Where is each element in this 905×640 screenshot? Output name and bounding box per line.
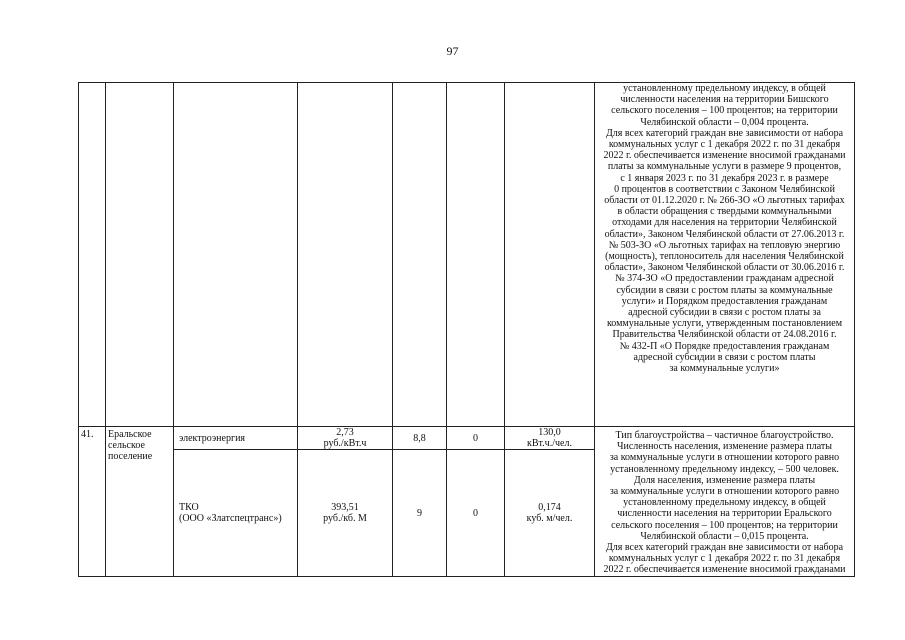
description-line: адресной субсидии в связи с ростом платы: [633, 351, 816, 363]
description-line: № 503-ЗО «О льготных тарифах на тепловую энергию: [608, 239, 841, 251]
description-line: Челябинской области – 0,015 процента.: [640, 530, 809, 542]
description-line: области», Законом Челябинской области от 30.06.2016 г.: [604, 262, 845, 274]
description-line: 2022 г. обеспечивается изменение вносимой гражданами: [603, 150, 846, 162]
service-tariff: 393,51 руб./кб. М: [298, 450, 393, 577]
cell-empty: [298, 83, 393, 427]
description-line: Челябинской области – 0,004 процента.: [640, 116, 809, 128]
cell-empty: [174, 83, 298, 427]
description-line: адресной субсидии в связи с ростом платы за: [628, 307, 821, 319]
description-line: (мощность), теплоноситель для населения Челябинской: [605, 251, 844, 263]
description-line: установленному предельному индексу, в общей: [623, 83, 826, 94]
description-line: области от 01.12.2020 г. № 266-ЗО «О льготных тарифах: [604, 195, 845, 207]
description-line: за коммунальные услуги в отношении которого равно: [609, 486, 840, 498]
cell-empty: [106, 83, 174, 427]
service-volume: 0,174 куб. м/чел.: [505, 450, 595, 577]
cell-empty: [447, 83, 505, 427]
description-line: отходами для населения на территории Челябинской: [612, 217, 837, 229]
service-index: 9: [393, 450, 447, 577]
description-cell: [595, 83, 855, 427]
description-line: установленному предельному индексу, в общей: [623, 497, 826, 509]
cell-empty: [393, 83, 447, 427]
description-line: коммунальных услуг с 1 декабря 2022 г. по 31 декабря: [608, 553, 841, 565]
description-line: № 374-ЗО «О предоставлении гражданам адресной: [615, 273, 834, 285]
description-line: Для всех категорий граждан вне зависимости от набора: [605, 542, 844, 554]
description-line: за коммунальные услуги в отношении которого равно: [609, 452, 840, 464]
description-line: 0 процентов в соответствии с Законом Челябинской: [614, 183, 835, 195]
service-name: электроэнергия: [174, 427, 298, 450]
description-line: Доля населения, изменение размера платы: [633, 474, 816, 486]
description-text: [595, 83, 854, 374]
description-line: за коммунальные услуги»: [669, 363, 780, 375]
tariff-table: [78, 82, 855, 577]
description-line: сельского поселения – 100 процентов; на территории: [611, 519, 838, 531]
description-text: [595, 430, 854, 576]
description-line: коммунальных услуг с 1 декабря 2022 г. по 31 декабря: [608, 139, 841, 151]
settlement-name: Еральское сельское поселение: [106, 427, 174, 577]
description-line: Для всех категорий граждан вне зависимости от набора: [605, 127, 844, 139]
description-line: 2022 г. обеспечивается изменение вносимой гражданами: [603, 564, 846, 576]
description-line: в области обращения с твердыми коммунальными: [617, 206, 832, 218]
service-col5: 0: [447, 427, 505, 450]
service-col5: 0: [447, 450, 505, 577]
description-line: Тип благоустройства – частичное благоустройство.: [615, 430, 834, 441]
cell-empty: [505, 83, 595, 427]
row-number: 41.: [79, 427, 106, 577]
description-line: с 1 января 2023 г. по 31 декабря 2023 г. в размере: [620, 172, 829, 184]
page-number: 97: [446, 44, 459, 58]
service-name: ТКО (ООО «Златспецтранс»): [174, 450, 298, 577]
service-tariff: 2,73 руб./кВт.ч: [298, 427, 393, 450]
description-line: установленному предельному индексу, – 500 человек.: [610, 463, 839, 475]
description-cell: [595, 427, 855, 577]
description-line: коммунальные услуги, утвержденным постановлением: [606, 318, 843, 330]
table-row-continuation: [79, 83, 855, 427]
description-line: численности населения на территории Еральского: [617, 508, 832, 520]
description-line: области», Законом Челябинской области от 27.06.2013 г.: [604, 228, 845, 240]
description-line: услуги» и Порядком предоставления гражданам: [621, 295, 828, 307]
service-volume: 130,0 кВт.ч./чел.: [505, 427, 595, 450]
cell-empty: [79, 83, 106, 427]
description-line: сельского поселения – 100 процентов; на территории: [611, 105, 838, 117]
service-index: 8,8: [393, 427, 447, 450]
description-line: численности населения на территории Бишского: [620, 94, 829, 106]
description-line: Численность населения, изменение размера платы: [617, 441, 832, 453]
description-line: № 432-П «О Порядке предоставления гражданам: [619, 340, 830, 352]
description-line: субсидии в связи с ростом платы за коммунальные: [616, 284, 833, 296]
table-row-41-service-1: [79, 427, 855, 450]
description-line: Правительства Челябинской области от 24.08.2016 г.: [612, 329, 837, 341]
description-line: платы за коммунальные услуги в размере 9 процентов,: [607, 161, 842, 173]
